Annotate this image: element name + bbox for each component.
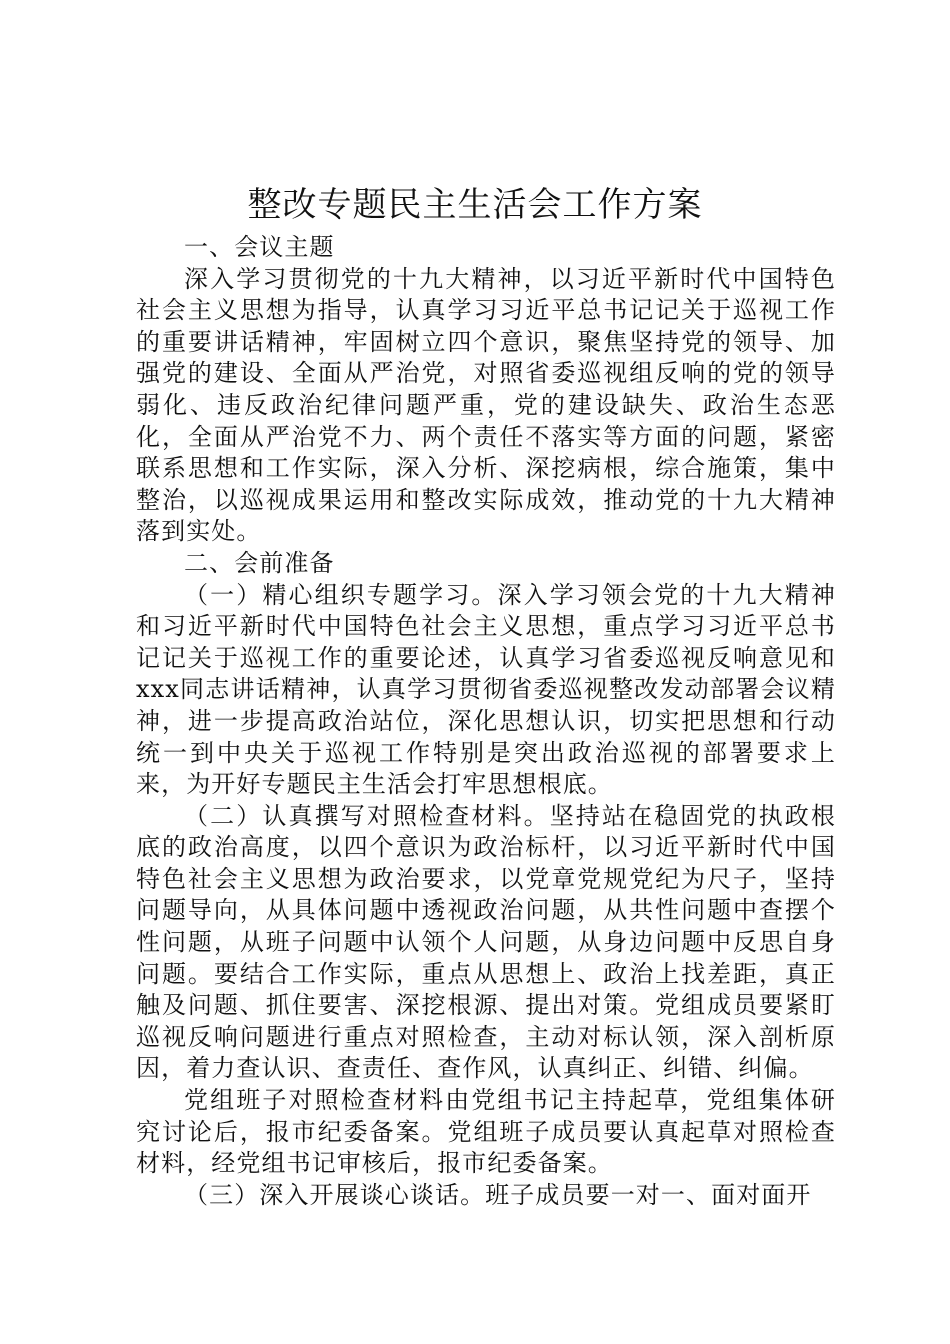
- section-heading-preparation: 二、会前准备: [184, 548, 335, 577]
- paragraph-meeting-theme: 深入学习贯彻党的十九大精神，以习近平新时代中国特色社会主义思想为指导，认真学习习近平总书记记关于巡视工作的重要讲话精神，牢固树立四个意识，聚焦坚持党的领导、加强党的建设、全面从严治党，对照省委巡视组反响的党的领导弱化、违反政治纪律问题严重，党的建设缺失、政治生态恶化，全面从严治党不力、两个责任不落实等方面的问题，紧密联系思想和工作实际，深入分析、深挖病根，综合施策，集中整治，以巡视成果运用和整改实际成效，推动党的十九大精神落到实处。: [136, 264, 836, 546]
- paragraph-study: （一）精心组织专题学习。深入学习领会党的十九大精神和习近平新时代中国特色社会主义思想，重点学习习近平总书记记关于巡视工作的重要论述，认真学习省委巡视反响意见和xxx同志讲话精神，认真学习贯彻省委巡视整改发动部署会议精神，进一步提高政治站位，深化思想认识，切实把思想和行动统一到中央关于巡视工作特别是突出政治巡视的部署要求上来，为开好专题民主生活会打牢思想根底。: [136, 580, 836, 799]
- section-heading-meeting-theme: 一、会议主题: [184, 233, 335, 261]
- document-title: 整改专题民主生活会工作方案: [247, 185, 703, 225]
- paragraph-talks: （三）深入开展谈心谈话。班子成员要一对一、面对面开: [184, 1180, 812, 1209]
- paragraph-filing: 党组班子对照检查材料由党组书记主持起草，党组集体研究讨论后，报市纪委备案。党组班子成员要认真起草对照检查材料，经党组书记审核后，报市纪委备案。: [136, 1086, 836, 1178]
- document-body: [136, 232, 836, 1211]
- paragraph-review-materials: （二）认真撰写对照检查材料。坚持站在稳固党的执政根底的政治高度，以四个意识为政治标杆，以习近平新时代中国特色社会主义思想为政治要求，以党章党规党纪为尺子，坚持问题导向，从具体问题中透视政治问题，从共性问题中查摆个性问题，从班子问题中认领个人问题，从身边问题中反思自身问题。要结合工作实际，重点从思想上、政治上找差距，真正触及问题、抓住要害、深挖根源、提出对策。党组成员要紧盯巡视反响问题进行重点对照检查，主动对标认领，深入剖析原因，着力查认识、查责任、查作风，认真纠正、纠错、纠偏。: [136, 801, 836, 1083]
